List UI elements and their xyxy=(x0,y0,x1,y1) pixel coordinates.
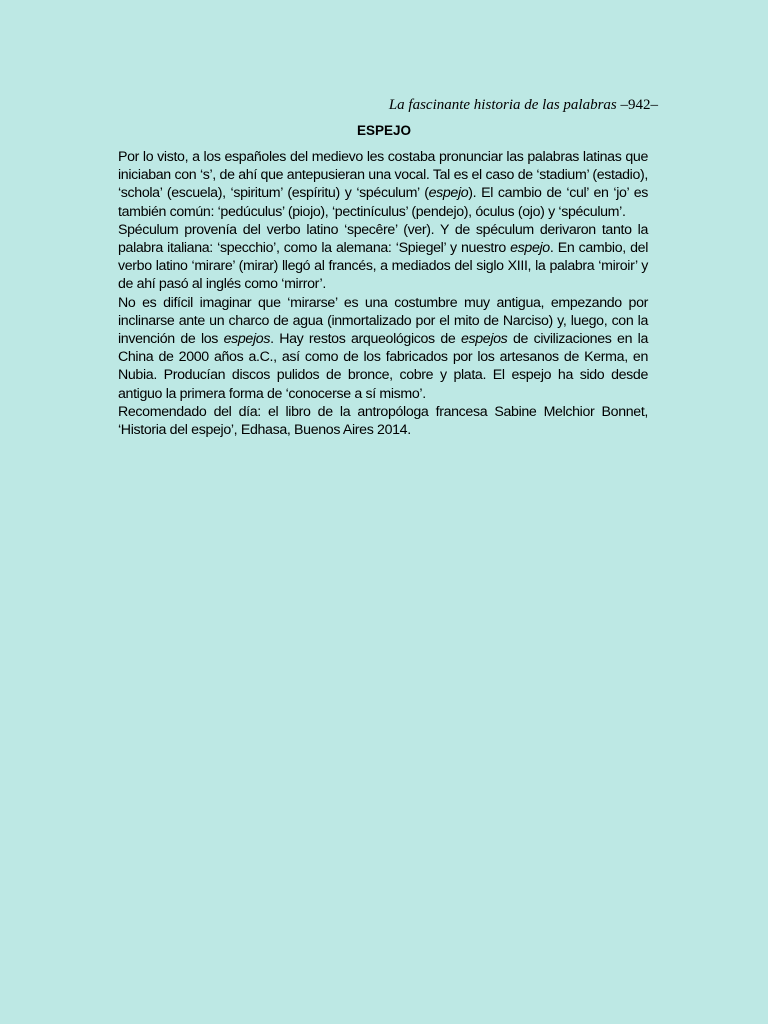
paragraph-2 xyxy=(118,221,648,294)
text-run: ). El cambio de ‘cul’ en ‘jo’ es también común: ‘pedúculus’ (piojo), ‘pectinículus’ (pendejo), óculus (ojo) y ‘spéculum’. xyxy=(118,185,648,220)
emphasis: espejo xyxy=(510,240,550,257)
article-title: ESPEJO xyxy=(356,123,412,138)
paragraph-1 xyxy=(118,148,648,221)
paragraph-3 xyxy=(118,294,648,403)
text-run: . En cambio, del verbo latino ‘mirare’ (mirar) llegó al francés, a mediados del siglo XIII, la palabra ‘miroir’ y de ahí pasó al inglés como ‘mirror’. xyxy=(118,240,648,293)
text-run: . Hay restos arqueológicos de xyxy=(270,331,461,348)
text-run: de civilizaciones en la China de 2000 años a.C., así como de los fabricados por los artesanos de Kerma, en Nubia. Producían discos pulidos de bronce, cobre y plata. El espejo ha sido desde antiguo la primera forma de ‘conocerse a sí mismo’. xyxy=(118,331,648,402)
text-run: Por lo visto, a los españoles del medievo les costaba pronunciar las palabras latinas que iniciaban con ‘s’, de ahí que antepusieran una vocal. Tal es el caso de ‘stadium’ (estadio), ‘schola’ (escuela), ‘spiritum’ (espíritu) y ‘spéculum’ ( xyxy=(118,149,648,202)
running-header xyxy=(389,95,658,115)
paragraph-4: Recomendado del día: el libro de la antropóloga francesa Sabine Melchior Bonnet, ‘Historia del espejo’, Edhasa, Buenos Aires 2014. xyxy=(118,403,648,439)
emphasis: espejo xyxy=(428,185,469,202)
series-title: La fascinante historia de las palabras xyxy=(388,97,617,113)
emphasis: espejos xyxy=(223,331,271,348)
page-number: –942– xyxy=(616,97,658,113)
text-run: Spéculum provenía del verbo latino ‘specêre’ (ver). Y de spéculum derivaron tanto la palabra italiana: ‘specchio’, como la alemana: ‘Spiegel’ y nuestro xyxy=(118,221,648,257)
article-body xyxy=(118,148,648,439)
text-run: No es difícil imaginar que ‘mirarse’ es una costumbre muy antigua, empezando por inclinarse ante un charco de agua (inmortalizado por el mito de Narciso) y, luego, con la invención de los xyxy=(118,294,648,348)
emphasis: espejos xyxy=(460,331,508,348)
